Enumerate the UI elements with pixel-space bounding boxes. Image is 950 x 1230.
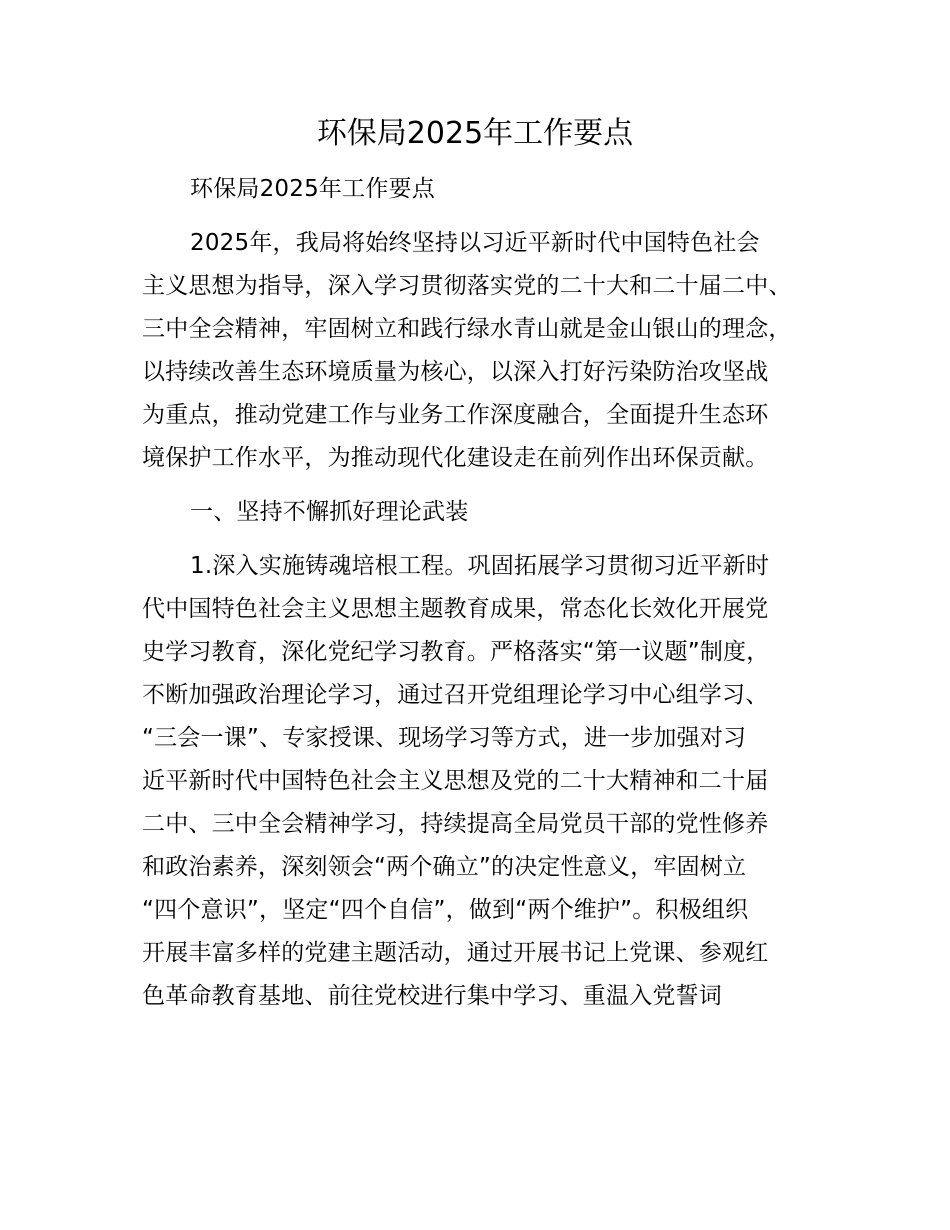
paragraph-line: 和政治素养，深刻领会“两个确立”的决定性意义，牢固树立 bbox=[142, 854, 747, 880]
paragraph-line: 2025年，我局将始终坚持以习近平新时代中国特色社会 bbox=[190, 230, 760, 256]
document-title: 环保局2025年工作要点 bbox=[316, 116, 634, 151]
paragraph-line: “三会一课”、专家授课、现场学习等方式，进一步加强对习 bbox=[142, 725, 747, 751]
paragraph-line: “四个意识”，坚定“四个自信”，做到“两个维护”。积极组织 bbox=[142, 897, 749, 923]
paragraph-line: 色革命教育基地、前往党校进行集中学习、重温入党誓词 bbox=[142, 983, 722, 1009]
paragraph-line: 三中全会精神，牢固树立和践行绿水青山就是金山银山的理念， bbox=[142, 316, 792, 342]
paragraph-line: 以持续改善生态环境质量为核心，以深入打好污染防治攻坚战 bbox=[142, 359, 769, 385]
paragraph-line: 主义思想为指导，深入学习贯彻落实党的二十大和二十届二中、 bbox=[142, 273, 792, 299]
paragraph-line: 史学习教育，深化党纪学习教育。严格落实“第一议题”制度， bbox=[142, 639, 770, 665]
paragraph-line: 近平新时代中国特色社会主义思想及党的二十大精神和二十届 bbox=[142, 768, 769, 794]
paragraph-line: 开展丰富多样的党建主题活动，通过开展书记上党课、参观红 bbox=[142, 940, 769, 966]
paragraph-line: 为重点，推动党建工作与业务工作深度融合，全面提升生态环 bbox=[142, 402, 769, 428]
paragraph-line: 二中、三中全会精神学习，持续提高全局党员干部的党性修养 bbox=[142, 811, 769, 837]
paragraph-line: 1.深入实施铸魂培根工程。巩固拓展学习贯彻习近平新时 bbox=[190, 553, 770, 579]
section-heading: 一、坚持不懈抓好理论武装 bbox=[190, 499, 469, 525]
paragraph-line: 不断加强政治理论学习，通过召开党组理论学习中心组学习、 bbox=[142, 682, 769, 708]
paragraph-line: 境保护工作水平，为推动现代化建设走在前列作出环保贡献。 bbox=[142, 445, 769, 471]
paragraph-line: 代中国特色社会主义思想主题教育成果，常态化长效化开展党 bbox=[142, 596, 769, 622]
document-subtitle: 环保局2025年工作要点 bbox=[190, 176, 435, 202]
